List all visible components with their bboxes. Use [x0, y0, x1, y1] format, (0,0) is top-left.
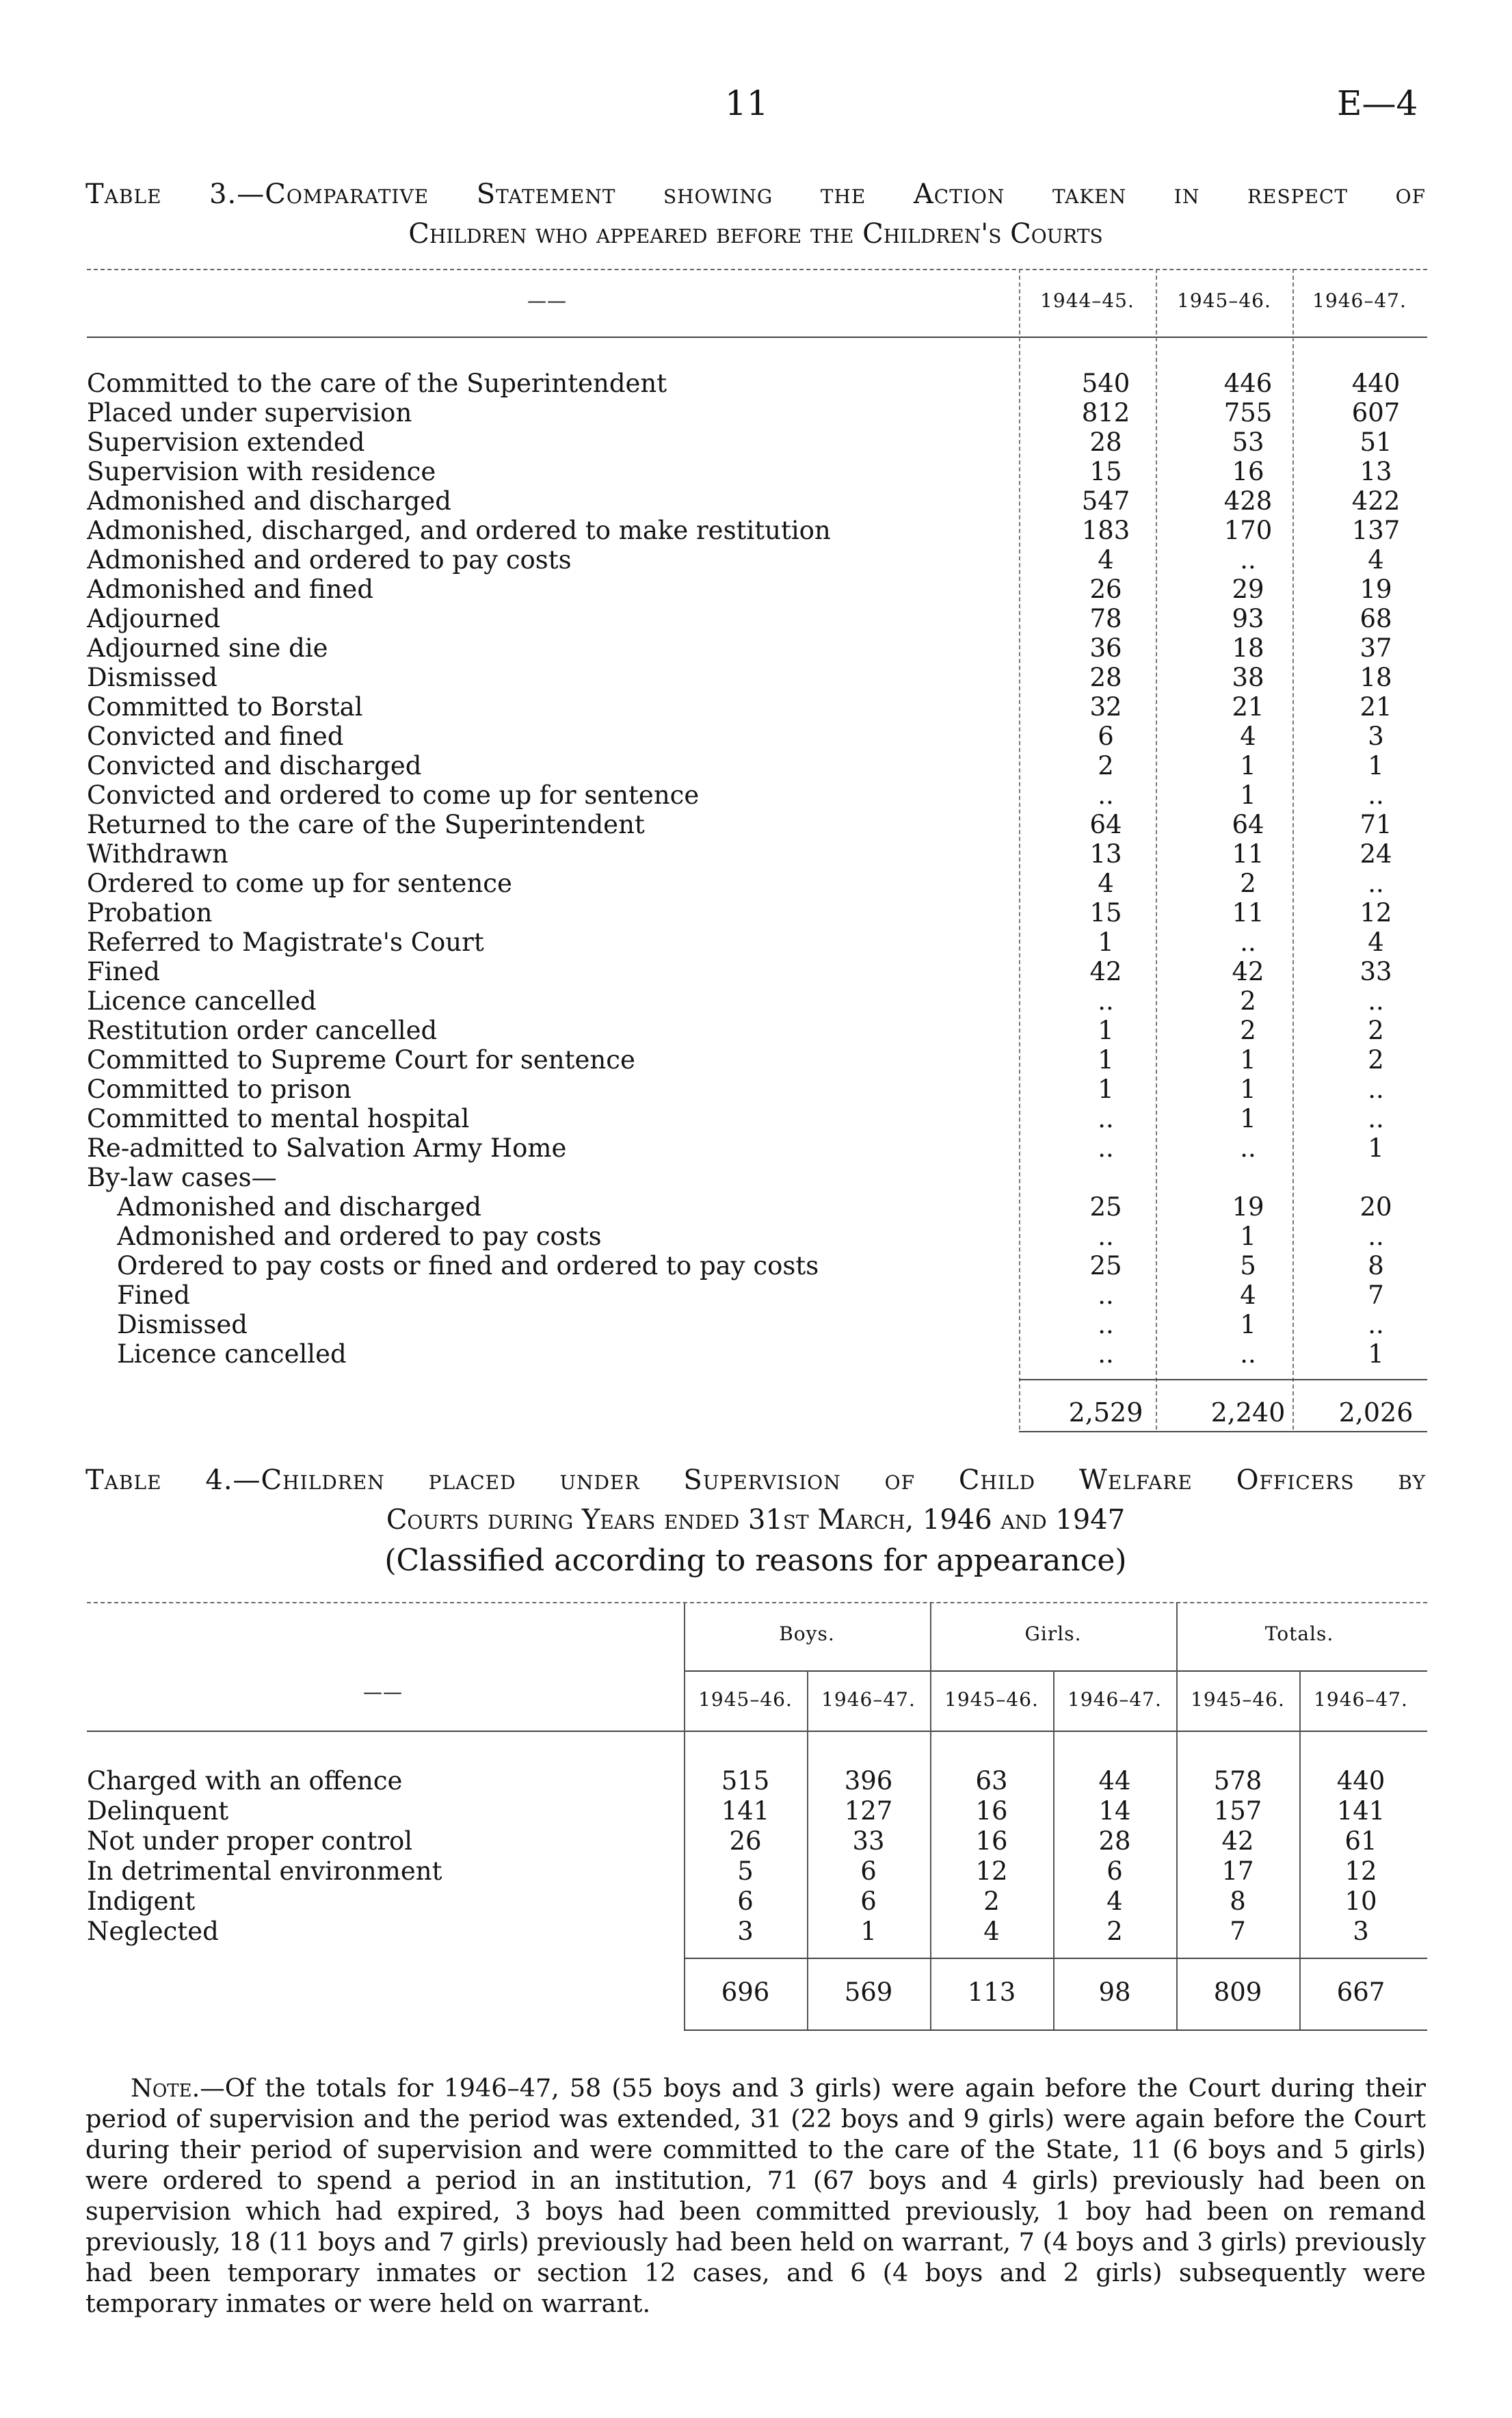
cell: 1 [1240, 751, 1256, 780]
cell: 7 [1230, 1917, 1246, 1946]
cell: 6 [1098, 722, 1114, 751]
table3-total-rule [1019, 1379, 1427, 1380]
cell: 4 [1106, 1887, 1123, 1916]
cell: 3 [1368, 722, 1384, 751]
cell: .. [1098, 1310, 1114, 1339]
cell: 12 [975, 1856, 1008, 1886]
cell: 5 [1240, 1251, 1256, 1280]
table4-group-totals: Totals. [1264, 1622, 1334, 1645]
table3-corner-label: —— [527, 289, 567, 312]
cell: 1 [1240, 1104, 1256, 1133]
cell: 28 [1098, 1826, 1131, 1856]
cell: 547 [1081, 486, 1130, 516]
cell: .. [1240, 928, 1256, 957]
table4-totals-row [87, 1973, 1427, 2012]
table-row [87, 633, 1427, 663]
row-label: Adjourned [87, 604, 221, 633]
cell: 127 [844, 1796, 893, 1826]
row-label: Not under proper control [87, 1826, 413, 1856]
cell: .. [1240, 1133, 1256, 1163]
cell: 422 [1351, 486, 1401, 516]
cell: 16 [975, 1826, 1008, 1856]
cell: 515 [721, 1766, 770, 1796]
table4-subcol-header: 1945–46. [1191, 1688, 1285, 1711]
row-label: By-law cases— [87, 1163, 277, 1192]
cell: 28 [1089, 428, 1122, 457]
table3-col-header-1946: 1946–47. [1312, 289, 1407, 312]
cell: 141 [1336, 1796, 1385, 1826]
table4-group-girls: Girls. [1024, 1622, 1082, 1645]
table-row [87, 869, 1427, 898]
cell: .. [1368, 869, 1384, 898]
cell: 170 [1223, 516, 1273, 545]
cell: 428 [1223, 486, 1273, 516]
row-label: Charged with an offence [87, 1766, 403, 1796]
page-code: E—4 [1337, 83, 1418, 123]
cell: 157 [1213, 1796, 1262, 1826]
table-row [87, 428, 1427, 457]
table-row [87, 1133, 1427, 1163]
table4-group-rule [684, 1670, 1427, 1672]
table-row [87, 898, 1427, 928]
table4-caption-line2: Courts during Years ended 31st March, 1946 and 1947 [386, 1504, 1126, 1536]
row-label: Licence cancelled [87, 986, 317, 1016]
cell: 28 [1089, 663, 1122, 692]
table-row [87, 1826, 1427, 1856]
cell: 540 [1081, 369, 1130, 398]
table-row [87, 369, 1427, 398]
cell: 440 [1336, 1766, 1385, 1796]
table-row [87, 1192, 1427, 1222]
row-label: Admonished and discharged [117, 1192, 481, 1222]
row-label: Indigent [87, 1887, 196, 1916]
table-row [87, 486, 1427, 516]
row-label: Committed to mental hospital [87, 1104, 470, 1133]
table-row [87, 810, 1427, 839]
cell: 5 [737, 1856, 754, 1886]
cell: 1 [1098, 1045, 1114, 1075]
table-row [87, 1104, 1427, 1133]
table3-col-header-1944: 1944–45. [1040, 289, 1135, 312]
cell: 755 [1223, 398, 1273, 428]
cell: 68 [1360, 604, 1392, 633]
cell: 3 [1353, 1917, 1369, 1946]
cell: 37 [1360, 633, 1392, 663]
table4-group-boys: Boys. [779, 1622, 835, 1645]
row-label: Dismissed [87, 663, 217, 692]
table3-caption [85, 174, 1426, 254]
cell: 6 [737, 1887, 754, 1916]
cell: 42 [1221, 1826, 1254, 1856]
row-label: Probation [87, 898, 213, 928]
cell: 13 [1360, 457, 1392, 486]
cell: 2 [1098, 751, 1114, 780]
row-label: Admonished and ordered to pay costs [117, 1222, 602, 1251]
cell: 61 [1344, 1826, 1377, 1856]
note-text: —Of the totals for 1946–47, 58 (55 boys and 3 girls) were again before the Court during their period of supervision and the period was extended, 31 (22 boys and 9 girls) were again before the Court during their period of supervision and were committed to the care of the State, 11 (6 boys and 5 girls) were ordered to spend a period in an institution, 71 (67 boys and 4 girls) previously had been on supervision which had expired, 3 boys had been committed previously, 1 boy had been on remand previously, 18 (11 boys and 7 girls) previously had been held on warrant, 7 (4 boys and 3 girls) previously had been temporary inmates or section 12 cases, and 6 (4 boys and 2 girls) subsequently were temporary inmates or were held on warrant. [85, 2073, 1426, 2318]
table-row [87, 1045, 1427, 1075]
cell: .. [1240, 545, 1256, 575]
cell: 51 [1360, 428, 1392, 457]
row-label: Placed under supervision [87, 398, 412, 428]
row-label: Referred to Magistrate's Court [87, 928, 484, 957]
row-label: Restitution order cancelled [87, 1016, 438, 1045]
cell: 8 [1230, 1887, 1246, 1916]
table-row [87, 575, 1427, 604]
row-label: Supervision with residence [87, 457, 436, 486]
note-paragraph [85, 2073, 1426, 2319]
table-row [87, 986, 1427, 1016]
cell: 1 [1368, 1339, 1384, 1369]
cell: 26 [1089, 575, 1122, 604]
total-cell: 809 [1213, 1977, 1262, 2007]
row-label: Ordered to come up for sentence [87, 869, 512, 898]
cell: 12 [1360, 898, 1392, 928]
cell: 1 [1098, 1075, 1114, 1104]
table-row [87, 1075, 1427, 1104]
table-row [87, 1856, 1427, 1887]
cell: 4 [1368, 545, 1384, 575]
table-row [87, 1339, 1427, 1369]
table3-caption-line1: Table 3.—Comparative Statement showing the Action taken in respect of [85, 179, 1426, 210]
cell: 25 [1089, 1251, 1122, 1280]
cell: 64 [1232, 810, 1264, 839]
table-row [87, 1016, 1427, 1045]
table-row [87, 751, 1427, 780]
cell: 42 [1089, 957, 1122, 986]
row-label: Neglected [87, 1917, 219, 1946]
table4-subcol-header: 1945–46. [698, 1688, 793, 1711]
cell: 18 [1360, 663, 1392, 692]
cell: 1 [860, 1917, 877, 1946]
table4-subcol-header: 1945–46. [944, 1688, 1039, 1711]
cell: 137 [1351, 516, 1401, 545]
cell: 607 [1351, 398, 1401, 428]
cell: 10 [1344, 1887, 1377, 1916]
cell: .. [1368, 1075, 1384, 1104]
cell: 1 [1240, 1222, 1256, 1251]
cell: 71 [1360, 810, 1392, 839]
cell: 16 [1232, 457, 1264, 486]
row-label: Fined [87, 957, 160, 986]
cell: 7 [1368, 1280, 1384, 1310]
table3-caption-line2: Children who appeared before the Children's Courts [408, 218, 1103, 250]
table-row [87, 516, 1427, 545]
cell: 16 [975, 1796, 1008, 1826]
table-row [87, 928, 1427, 957]
cell: 4 [1098, 545, 1114, 575]
cell: 21 [1232, 692, 1264, 722]
row-label: Withdrawn [87, 839, 228, 869]
cell: 93 [1232, 604, 1264, 633]
table-row [87, 780, 1427, 810]
table-row [87, 1163, 1427, 1192]
cell: 446 [1223, 369, 1273, 398]
cell: 1 [1098, 928, 1114, 957]
table4-top-rule [87, 1602, 1427, 1603]
cell: 6 [860, 1887, 877, 1916]
cell: 19 [1232, 1192, 1264, 1222]
row-label: Returned to the care of the Superintendent [87, 810, 645, 839]
row-label: Admonished and ordered to pay costs [87, 545, 572, 575]
cell: 812 [1081, 398, 1130, 428]
cell: .. [1368, 1222, 1384, 1251]
cell: 396 [844, 1766, 893, 1796]
table3-header-rule [87, 337, 1427, 338]
row-label: Delinquent [87, 1796, 229, 1826]
cell: 2 [1368, 1045, 1384, 1075]
cell: .. [1098, 986, 1114, 1016]
cell: .. [1098, 1104, 1114, 1133]
table-row [87, 1251, 1427, 1280]
cell: 36 [1089, 633, 1122, 663]
row-label: Adjourned sine die [87, 633, 328, 663]
cell: 578 [1213, 1766, 1262, 1796]
cell: 12 [1344, 1856, 1377, 1886]
cell: .. [1098, 1339, 1114, 1369]
cell: 1 [1240, 1310, 1256, 1339]
cell: .. [1368, 1104, 1384, 1133]
table4-subcol-header: 1946–47. [1067, 1688, 1162, 1711]
cell: 11 [1232, 898, 1264, 928]
cell: .. [1098, 780, 1114, 810]
cell: 38 [1232, 663, 1264, 692]
note-heading: Note. [131, 2073, 200, 2103]
table4-caption-line1: Table 4.—Children placed under Supervision of Child Welfare Officers by [85, 1464, 1426, 1496]
total-cell: 113 [967, 1977, 1016, 2007]
row-label: Ordered to pay costs or fined and ordered to pay costs [117, 1251, 819, 1280]
table4-subcol-header: 1946–47. [821, 1688, 916, 1711]
row-label: Convicted and fined [87, 722, 344, 751]
table-row [87, 1222, 1427, 1251]
cell: 25 [1089, 1192, 1122, 1222]
cell: .. [1368, 780, 1384, 810]
cell: 3 [737, 1917, 754, 1946]
cell: 44 [1098, 1766, 1131, 1796]
row-label: Admonished and discharged [87, 486, 451, 516]
cell: 2 [1106, 1917, 1123, 1946]
table4-total-rule [684, 1958, 1427, 1959]
cell: 4 [983, 1917, 1000, 1946]
total-cell: 667 [1336, 1977, 1385, 2007]
row-label: Committed to the care of the Superintendent [87, 369, 667, 398]
cell: 1 [1098, 1016, 1114, 1045]
row-label: Fined [117, 1280, 190, 1310]
cell: .. [1368, 1310, 1384, 1339]
cell: 64 [1089, 810, 1122, 839]
table4-corner-label: —— [363, 1681, 403, 1703]
cell: 24 [1360, 839, 1392, 869]
row-label: Dismissed [117, 1310, 248, 1339]
cell: 53 [1232, 428, 1264, 457]
table-row [87, 457, 1427, 486]
cell: 4 [1368, 928, 1384, 957]
cell: 42 [1232, 957, 1264, 986]
table4-header-rule [87, 1731, 1427, 1732]
table-row [87, 1796, 1427, 1826]
table3-totals-row [87, 1395, 1427, 1430]
row-label: Licence cancelled [117, 1339, 347, 1369]
table-row [87, 545, 1427, 575]
cell: .. [1240, 1339, 1256, 1369]
table4-bottom-rule [684, 2029, 1427, 2031]
cell: 29 [1232, 575, 1264, 604]
cell: 32 [1089, 692, 1122, 722]
cell: .. [1098, 1222, 1114, 1251]
row-label: Committed to Supreme Court for sentence [87, 1045, 635, 1075]
cell: 20 [1360, 1192, 1392, 1222]
total-cell: 2,240 [1210, 1397, 1286, 1428]
cell: 141 [721, 1796, 770, 1826]
cell: 6 [1106, 1856, 1123, 1886]
cell: 15 [1089, 898, 1122, 928]
cell: 1 [1240, 1045, 1256, 1075]
table4-subcol-header: 1946–47. [1314, 1688, 1408, 1711]
total-cell: 98 [1098, 1977, 1131, 2007]
row-label: In detrimental environment [87, 1856, 442, 1886]
cell: .. [1098, 1280, 1114, 1310]
cell: 26 [729, 1826, 762, 1856]
row-label: Admonished, discharged, and ordered to make restitution [87, 516, 831, 545]
cell: 15 [1089, 457, 1122, 486]
table-row [87, 1917, 1427, 1947]
table-row [87, 722, 1427, 751]
table-row [87, 663, 1427, 692]
cell: 4 [1098, 869, 1114, 898]
cell: 2 [1240, 986, 1256, 1016]
cell: 17 [1221, 1856, 1254, 1886]
total-cell: 696 [721, 1977, 770, 2007]
table-row [87, 692, 1427, 722]
row-label: Committed to prison [87, 1075, 352, 1104]
cell: 13 [1089, 839, 1122, 869]
cell: 1 [1240, 780, 1256, 810]
table-row [87, 398, 1427, 428]
cell: 440 [1351, 369, 1401, 398]
cell: 2 [1368, 1016, 1384, 1045]
cell: .. [1098, 1133, 1114, 1163]
cell: 8 [1368, 1251, 1384, 1280]
cell: 18 [1232, 633, 1264, 663]
row-label: Committed to Borstal [87, 692, 363, 722]
table-row [87, 604, 1427, 633]
total-cell: 2,529 [1068, 1397, 1143, 1428]
table-row [87, 1887, 1427, 1917]
cell: 33 [1360, 957, 1392, 986]
cell: 1 [1368, 1133, 1384, 1163]
cell: 63 [975, 1766, 1008, 1796]
row-label: Convicted and discharged [87, 751, 422, 780]
table3-col-header-1945: 1945–46. [1177, 289, 1271, 312]
row-label: Supervision extended [87, 428, 365, 457]
cell: 183 [1081, 516, 1130, 545]
row-label: Convicted and ordered to come up for sentence [87, 780, 700, 810]
cell: 2 [1240, 869, 1256, 898]
cell: 1 [1240, 1075, 1256, 1104]
row-label: Admonished and fined [87, 575, 374, 604]
table-row [87, 957, 1427, 986]
cell: 4 [1240, 1280, 1256, 1310]
table3-bottom-rule [1019, 1431, 1427, 1432]
cell: 14 [1098, 1796, 1131, 1826]
total-cell: 569 [844, 1977, 893, 2007]
table4-caption [85, 1460, 1426, 1581]
cell: 33 [852, 1826, 885, 1856]
cell: 11 [1232, 839, 1264, 869]
cell: 2 [1240, 1016, 1256, 1045]
cell: 21 [1360, 692, 1392, 722]
total-cell: 2,026 [1338, 1397, 1414, 1428]
cell: 2 [983, 1887, 1000, 1916]
page-number: 11 [725, 83, 769, 123]
cell: 4 [1240, 722, 1256, 751]
table3-top-rule [87, 269, 1427, 270]
row-label: Re-admitted to Salvation Army Home [87, 1133, 567, 1163]
cell: 78 [1089, 604, 1122, 633]
table-row [87, 1280, 1427, 1310]
cell: 1 [1368, 751, 1384, 780]
cell: 6 [860, 1856, 877, 1886]
table-row [87, 839, 1427, 869]
cell: 19 [1360, 575, 1392, 604]
table-row [87, 1310, 1427, 1339]
cell: .. [1368, 986, 1384, 1016]
table-row [87, 1766, 1427, 1796]
table4-caption-line3: (Classified according to reasons for appearance) [384, 1543, 1127, 1578]
